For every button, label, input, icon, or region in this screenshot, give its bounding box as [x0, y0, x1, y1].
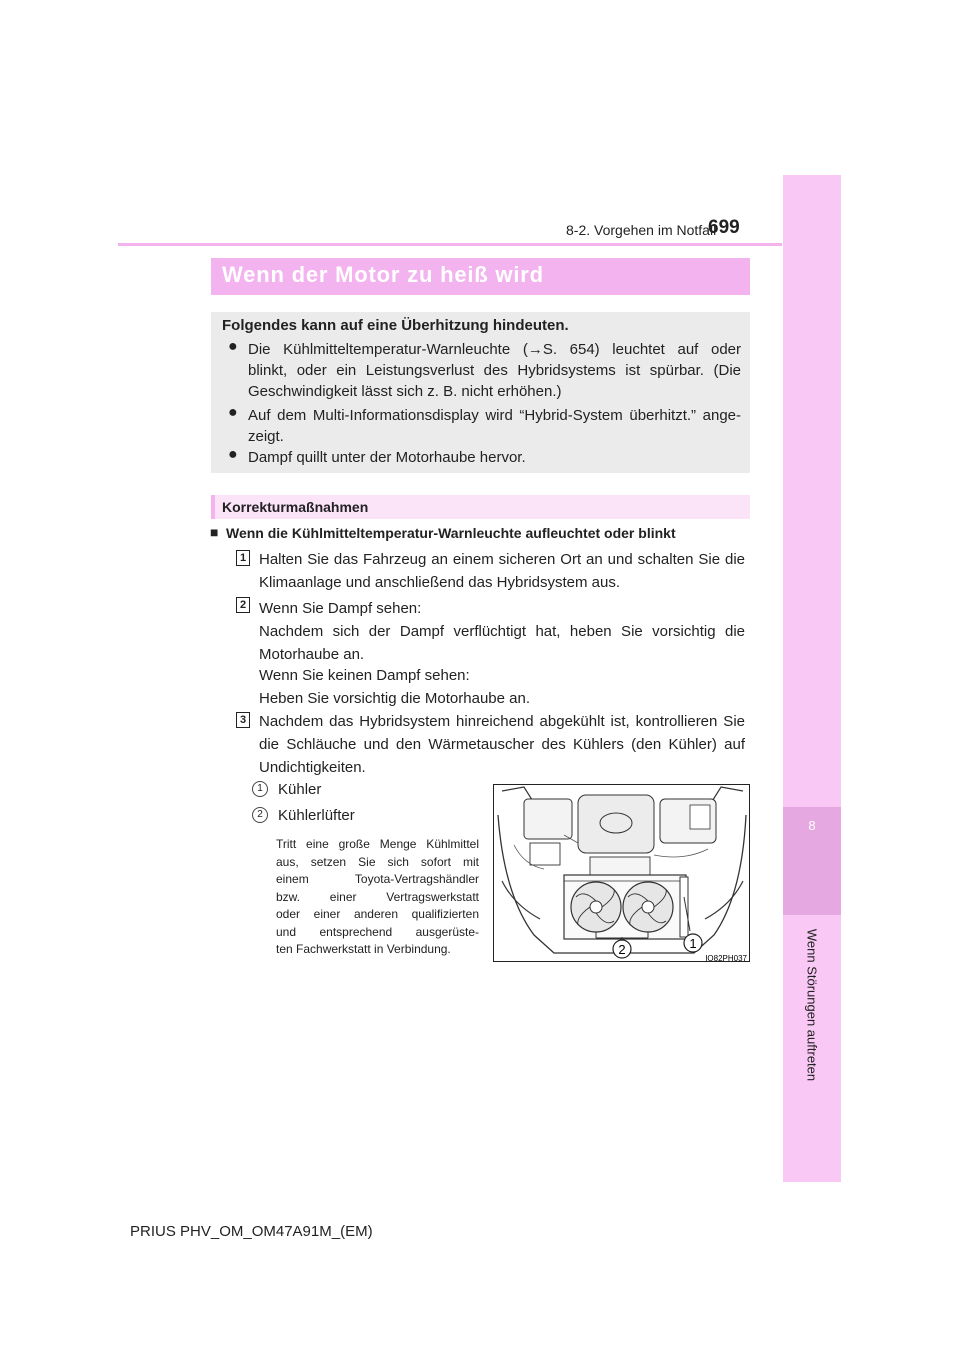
step-text-2: Wenn Sie Dampf sehen: Nachdem sich der Dampf verflüchtigt hat, heben Sie vorsichtig die Motorhaube an. — [259, 600, 745, 663]
step-number-3: 3 — [236, 712, 250, 728]
step-number-2: 2 — [236, 597, 250, 613]
subheading: Korrekturmaßnahmen — [222, 499, 369, 515]
case-heading: Wenn die Kühlmitteltemperatur-Warnleuchte aufleuchtet oder blinkt — [226, 525, 676, 541]
bullet-3: ● — [228, 446, 238, 463]
legend-number-1: 1 — [252, 781, 268, 797]
step-number-1: 1 — [236, 550, 250, 566]
footer-doc-id: PRIUS PHV_OM_OM47A91M_(EM) — [130, 1223, 373, 1240]
coolant-leak-note: Tritt eine große Menge Kühlmittel aus, setzen Sie sich sofort mit einem Toyota-Vertragshändler bzw. einer Vertragswerkstatt oder einer anderen qualifizierten und entsprechend ausgerüste- ten Fachwerkstatt in Verbindung. — [276, 837, 479, 956]
header-rule — [118, 243, 782, 246]
signs-item-2: Auf dem Multi-Informationsdisplay wird “Hybrid-System überhitzt.” ange- zeigt. — [248, 407, 741, 445]
step-text-1: Halten Sie das Fahrzeug an einem sicheren Ort an und schalten Sie die Klimaanlage und anschließend das Hybridsystem aus. — [259, 551, 745, 591]
legend-label-1: Kühler — [278, 781, 322, 798]
engine-bay-drawing — [494, 785, 750, 962]
page-title: Wenn der Motor zu heiß wird — [222, 262, 544, 287]
case-marker: ■ — [210, 524, 219, 540]
signs-item-3: Dampf quillt unter der Motorhaube hervor. — [248, 449, 526, 466]
figure-callout-1-label: 1 — [689, 936, 697, 951]
signs-item-1: Die Kühlmitteltemperatur-Warnleuchte (→S. 654) leuchtet auf oder blinkt, oder ein Leistungsverlust des Hybridsystems ist spürbar. (Die Geschwindigkeit lässt sich z. B. nicht erhöhen.) — [248, 341, 741, 400]
bullet-1: ● — [228, 338, 238, 355]
engine-bay-illustration — [493, 784, 750, 962]
subheading-accent — [211, 495, 215, 519]
section-title: 8-2. Vorgehen im Notfall — [566, 222, 717, 238]
legend-number-2: 2 — [252, 807, 268, 823]
chapter-label: Wenn Störungen auftreten — [804, 928, 820, 1082]
figure-callout-2-label: 2 — [618, 942, 626, 957]
step-text-3: Nachdem das Hybridsystem hinreichend abgekühlt ist, kontrollieren Sie die Schläuche und den Wärmetauscher des Kühlers (den Kühler) auf Undichtigkeiten. — [259, 713, 745, 776]
chapter-number: 8 — [808, 818, 816, 833]
legend-label-2: Kühlerlüfter — [278, 807, 355, 824]
signs-heading: Folgendes kann auf eine Überhitzung hindeuten. — [222, 317, 569, 334]
bullet-2: ● — [228, 404, 238, 421]
page-number: 699 — [708, 217, 740, 238]
figure-code: IO82PH037 — [705, 954, 747, 962]
step-text-2b: Wenn Sie keinen Dampf sehen: Heben Sie vorsichtig die Motorhaube an. — [259, 667, 530, 707]
